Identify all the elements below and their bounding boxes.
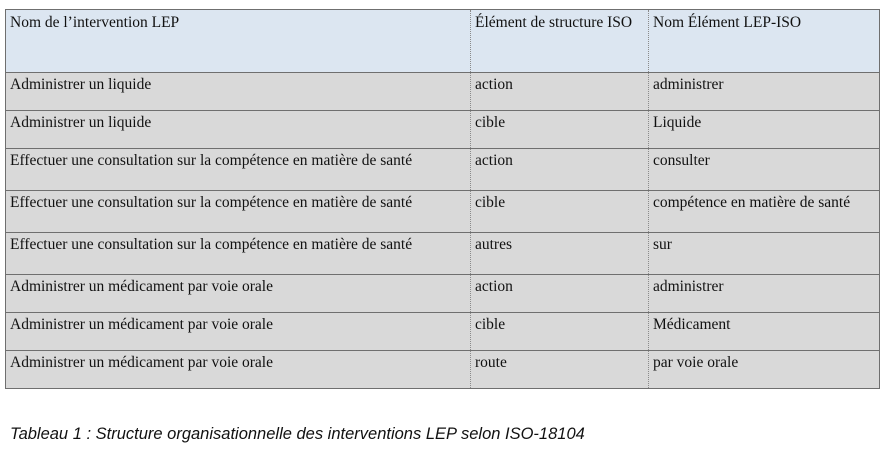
cell-iso-structure-element: action (471, 73, 649, 111)
cell-lep-iso-element-name: administrer (649, 275, 880, 313)
cell-intervention-name: Administrer un médicament par voie orale (6, 275, 471, 313)
cell-lep-iso-element-name: compétence en matière de santé (649, 191, 880, 233)
table-row (6, 149, 880, 191)
table-row (6, 233, 880, 275)
cell-intervention-name: Administrer un liquide (6, 73, 471, 111)
table-header-row (6, 10, 880, 73)
cell-lep-iso-element-name: administrer (649, 73, 880, 111)
table-caption: Tableau 1 : Structure organisationnelle des interventions LEP selon ISO-18104 (10, 425, 585, 443)
cell-iso-structure-element: action (471, 275, 649, 313)
cell-iso-structure-element: cible (471, 191, 649, 233)
table-row (6, 313, 880, 351)
table-row (6, 191, 880, 233)
cell-iso-structure-element: action (471, 149, 649, 191)
cell-intervention-name: Administrer un médicament par voie orale (6, 313, 471, 351)
table-row (6, 73, 880, 111)
table-row (6, 275, 880, 313)
column-header-intervention-name: Nom de l’intervention LEP (6, 10, 471, 73)
table-row (6, 111, 880, 149)
cell-intervention-name: Effectuer une consultation sur la compétence en matière de santé (6, 191, 471, 233)
cell-lep-iso-element-name: Médicament (649, 313, 880, 351)
cell-intervention-name: Effectuer une consultation sur la compétence en matière de santé (6, 233, 471, 275)
cell-iso-structure-element: route (471, 351, 649, 389)
cell-iso-structure-element: cible (471, 111, 649, 149)
cell-iso-structure-element: cible (471, 313, 649, 351)
cell-lep-iso-element-name: consulter (649, 149, 880, 191)
column-header-lep-iso-element-name: Nom Élément LEP-ISO (649, 10, 880, 73)
intervention-structure-table (5, 9, 880, 389)
column-header-iso-structure-element: Élément de structure ISO (471, 10, 649, 73)
cell-intervention-name: Administrer un liquide (6, 111, 471, 149)
table-row (6, 351, 880, 389)
cell-intervention-name: Administrer un médicament par voie orale (6, 351, 471, 389)
cell-lep-iso-element-name: Liquide (649, 111, 880, 149)
cell-intervention-name: Effectuer une consultation sur la compétence en matière de santé (6, 149, 471, 191)
cell-lep-iso-element-name: par voie orale (649, 351, 880, 389)
cell-iso-structure-element: autres (471, 233, 649, 275)
cell-lep-iso-element-name: sur (649, 233, 880, 275)
